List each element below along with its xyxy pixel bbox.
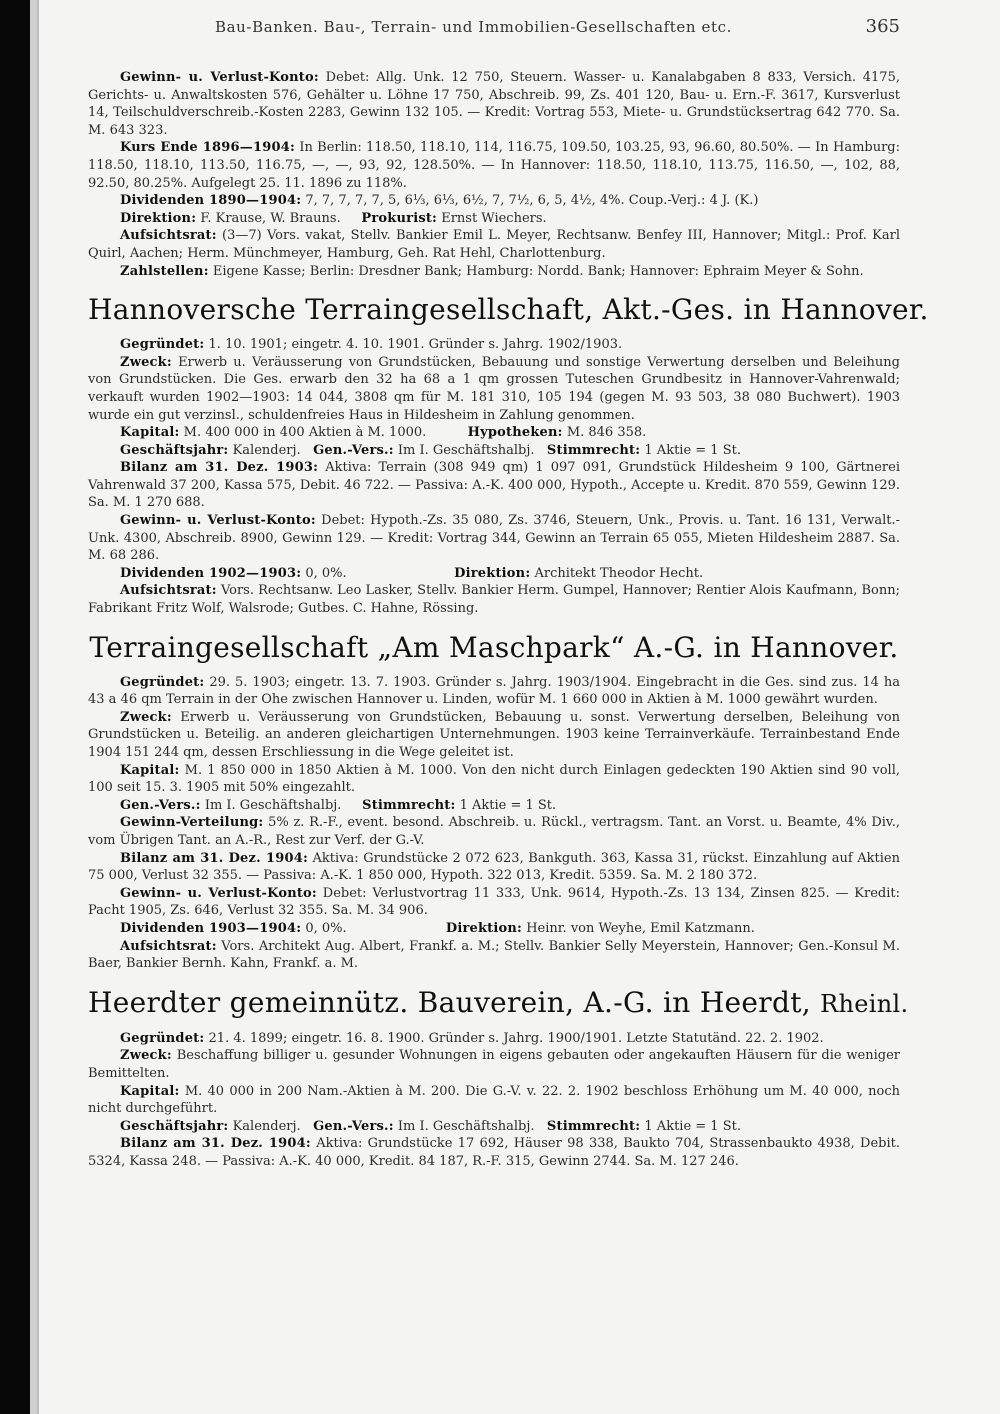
label: Gegründet: <box>120 337 205 353</box>
label: Direktion: <box>120 210 197 226</box>
text: 1 Aktie = 1 St. <box>459 797 557 813</box>
text: 0, 0%. <box>305 565 347 581</box>
text: Eigene Kasse; Berlin: Dresdner Bank; Hamburg: Nordd. Bank; Hannover: Ephraim Meyer & Sohn. <box>212 263 864 279</box>
gen-vers-paragraph <box>88 797 900 815</box>
text: Aktiva: Grundstücke 2 072 623, Bankguth. 363, Kassa 31, rückst. Einzahlung auf Aktien 75 000, Verlust 32 355. — Passiva: A.-K. 1 850 000, Hypoth. 322 013, Kredit. 5359. Sa. M. 2 180 372. <box>88 850 900 884</box>
page-content <box>88 69 929 1170</box>
text: 1. 10. 1901; eingetr. 4. 10. 1901. Gründer s. Jahrg. 1902/1903. <box>208 337 623 353</box>
label: Zahlstellen: <box>120 263 209 279</box>
page-number: 365 <box>865 16 900 37</box>
aufsichtsrat-paragraph <box>88 227 900 262</box>
label: Gewinn-Verteilung: <box>120 815 264 831</box>
geschaeftsjahr-paragraph <box>88 1118 900 1136</box>
company-title: Terraingesellschaft „Am Maschpark“ A.-G. in Hannover. <box>89 630 899 664</box>
gewinn-verteilung-paragraph <box>88 814 900 849</box>
zweck-paragraph <box>88 709 900 762</box>
text: M. 1 850 000 in 1850 Aktien à M. 1000. Von den nicht durch Einlagen gedeckten 190 Aktien sind 90 voll, 100 seit 15. 3. 1905 mit 50% eingezahlt. <box>88 762 900 796</box>
text: In Berlin: 118.50, 118.10, 114, 116.75, 109.50, 103.25, 93, 96.60, 80.50%. — In Hamburg: 118.50, 118.10, 113.50, 116.75, —, —, 93, 92, 128.50%. — In Hannover: 118.50, 118.10, 113.75, 116.50, —, 102, 88, 92.50, 80.25%. Aufgelegt 25. 11. 1896 zu 118%. <box>88 140 901 191</box>
gv-konto-paragraph <box>88 512 900 565</box>
label: Kapital: <box>120 1083 180 1099</box>
text: 1 Aktie = 1 St. <box>644 442 741 458</box>
text: Heinr. von Weyhe, Emil Katzmann. <box>526 920 755 936</box>
text: Vors. Architekt Aug. Albert, Frankf. a. M.; Stellv. Bankier Selly Meyerstein, Hannover; Gen.-Konsul M. Baer, Bankier Bernh. Kahn, Frankf. a. M. <box>88 938 900 972</box>
kapital-paragraph <box>88 762 900 797</box>
label: Dividenden 1902—1903: <box>120 565 302 581</box>
dividenden-paragraph <box>88 565 900 583</box>
label: Dividenden 1903—1904: <box>120 920 302 936</box>
label: Bilanz am 31. Dez. 1904: <box>120 1136 311 1152</box>
text: Im I. Geschäftshalbj. <box>397 442 535 458</box>
text: Kalenderj. <box>232 1118 301 1134</box>
text: Erwerb u. Veräusserung von Grundstücken, Bebauung und sonstige Verwertung derselben und Beleihung von Grundstücken. Die Ges. erwarb den 32 ha 68 a 1 qm grossen Tuteschen Grundbesitz in Hannover-Vahrenwald; verkauft wurden 1902—1903: 14 044, 3808 qm für M. 181 310, 105 194 (gegen M. 93 503, 38 080 Buchwert). 1903 wurde ein gut verzinsl., schuldenfreies Haus in Hildesheim in Zahlung genommen. <box>88 354 900 423</box>
text: Im I. Geschäftshalbj. <box>204 797 342 813</box>
label: Kurs Ende 1896—1904: <box>120 140 295 156</box>
text: Debet: Allg. Unk. 12 750, Steuern. Wasser- u. Kanalabgaben 8 833, Versich. 4175, Gerichts- u. Anwaltskosten 576, Gehälter u. Löhne 17 750, Abschreib. 99, Zs. 401 120, Bau- u. Ern.-F. 3617, Kursverlust 14, Teilschuldverschreib.-Kosten 2283, Gewinn 132 105. — Kredit: Vortrag 553, Miete- u. Grundstücksertrag 642 770. Sa. M. 643 323. <box>88 70 900 138</box>
text: Beschaffung billiger u. gesunder Wohnungen in eigens gebauten oder angekauften Häusern für die weniger Bemittelten. <box>88 1048 900 1081</box>
label: Aufsichtsrat: <box>120 938 217 954</box>
label: Kapital: <box>120 425 180 441</box>
zahlstellen-paragraph <box>88 263 900 281</box>
zweck-paragraph <box>88 354 900 424</box>
label: Zweck: <box>120 709 172 725</box>
label: Aufsichtsrat: <box>120 583 217 599</box>
gv-konto-paragraph <box>88 885 900 920</box>
label: Zweck: <box>120 1048 172 1064</box>
label: Aufsichtsrat: <box>120 228 217 244</box>
bilanz-paragraph <box>88 459 900 512</box>
label: Gen.-Vers.: <box>313 1118 394 1134</box>
aufsichtsrat-paragraph <box>88 938 900 973</box>
label: Stimmrecht: <box>546 442 641 458</box>
label: Gewinn- u. Verlust-Konto: <box>120 70 319 85</box>
text: 0, 0%. <box>305 920 347 936</box>
dividenden-paragraph <box>88 920 900 938</box>
label: Kapital: <box>120 762 180 778</box>
label: Stimmrecht: <box>362 797 456 813</box>
company-title-main: Heerdter gemeinnütz. Bauverein, A.-G. in Heerdt, <box>88 985 811 1019</box>
text: Debet: Verlustvortrag 11 333, Unk. 9614, Hypoth.-Zs. 13 134, Zinsen 825. — Kredit: Pacht 1905, Zs. 646, Verlust 32 355. Sa. M. 34 906. <box>88 885 900 919</box>
text: Erwerb u. Veräusserung von Grundstücken, Bebauung u. sonst. Verwertung derselben, Beleihung von Grundstücken u. Beteilig. an anderen gleichartigen Unternehmungen. 1903 keine Terrainverkäufe. Terrainbestand Ende 1904 151 244 qm, dessen Erschliessung in die Wege geleitet ist. <box>88 709 900 760</box>
text: 21. 4. 1899; eingetr. 16. 8. 1900. Gründer s. Jahrg. 1900/1901. Letzte Statutänd. 22. 2. 1902. <box>208 1030 824 1046</box>
aufsichtsrat-paragraph <box>88 582 900 617</box>
text: Aktiva: Terrain (308 949 qm) 1 097 091, Grundstück Hildesheim 9 100, Gärtnerei Vahrenwald 37 200, Kassa 575, Debit. 46 722. — Passiva: A.-K. 400 000, Hypoth., Accepte u. Kredit. 870 559, Gewinn 129. Sa. M. 1 270 688. <box>88 460 900 511</box>
label: Geschäftsjahr: <box>120 1118 229 1134</box>
text: Debet: Hypoth.-Zs. 35 080, Zs. 3746, Steuern, Unk., Provis. u. Tant. 16 131, Verwalt.-Unk. 4300, Abschreib. 8900, Gewinn 129. — Kredit: Vortrag 344, Gewinn an Terrain 65 055, Mieten Hildesheim 2887. Sa. M. 68 286. <box>88 513 900 564</box>
text: 5% z. R.-F., event. besond. Abschreib. u. Rückl., vertragsm. Tant. an Vorst. u. Beamte, 4% Div., vom Übrigen Tant. an A.-R., Rest zur Verf. der G.-V. <box>88 815 900 848</box>
label: Gewinn- u. Verlust-Konto: <box>120 885 317 901</box>
label: Gewinn- u. Verlust-Konto: <box>120 513 316 529</box>
label: Prokurist: <box>361 210 438 226</box>
label: Zweck: <box>120 354 172 370</box>
text: F. Krause, W. Brauns. <box>200 210 341 226</box>
text: M. 846 358. <box>566 425 647 441</box>
company-title-location: Rheinl. <box>820 989 909 1018</box>
direktion-paragraph <box>88 210 900 228</box>
label: Gen.-Vers.: <box>120 797 201 813</box>
label: Gegründet: <box>120 1030 205 1046</box>
text: Ernst Wiechers. <box>441 210 547 226</box>
label: Geschäftsjahr: <box>120 442 229 458</box>
kurs-paragraph <box>88 139 900 192</box>
gegruendet-paragraph <box>88 1030 900 1048</box>
kapital-paragraph <box>88 424 900 442</box>
bilanz-paragraph <box>88 850 900 885</box>
gegruendet-paragraph <box>88 336 900 354</box>
text: M. 40 000 in 200 Nam.-Aktien à M. 200. Die G.-V. v. 22. 2. 1902 beschloss Erhöhung um M. 40 000, noch nicht durchgeführt. <box>88 1083 900 1117</box>
binding-edge <box>30 0 37 1414</box>
text: Architekt Theodor Hecht. <box>534 565 704 581</box>
zweck-paragraph <box>88 1047 900 1082</box>
label: Hypotheken: <box>467 425 563 441</box>
label: Stimmrecht: <box>546 1118 641 1134</box>
text: Kalenderj. <box>232 442 301 458</box>
gv-konto-paragraph <box>88 69 900 139</box>
text: 29. 5. 1903; eingetr. 13. 7. 1903. Gründer s. Jahrg. 1903/1904. Eingebracht in die Ges. sind zus. 14 ha 43 a 46 qm Terrain in der Ohe zwischen Hannover u. Linden, wofür M. 1 660 000 in Aktien à M. 1000 gewährt wurden. <box>88 674 900 708</box>
label: Direktion: <box>445 920 523 936</box>
text: (3—7) Vors. vakat, Stellv. Bankier Emil L. Meyer, Rechtsanw. Benfey III, Hannover; Mitgl.: Prof. Karl Quirl, Aachen; Herm. Münchmeyer, Hamburg, Geh. Rat Hehl, Charlottenburg. <box>88 228 900 261</box>
company-title <box>88 985 909 1020</box>
label: Bilanz am 31. Dez. 1904: <box>120 850 308 866</box>
text: M. 400 000 in 400 Aktien à M. 1000. <box>183 425 427 441</box>
label: Gen.-Vers.: <box>313 442 394 458</box>
running-head: Bau-Banken. Bau-, Terrain- und Immobilien-Gesellschaften etc. <box>215 18 732 36</box>
page-edge-shadow <box>37 0 39 1414</box>
text: 1 Aktie = 1 St. <box>644 1118 741 1134</box>
kapital-paragraph <box>88 1083 900 1118</box>
dividenden-paragraph <box>88 192 900 210</box>
gegruendet-paragraph <box>88 674 900 709</box>
text: Aktiva: Grundstücke 17 692, Häuser 98 338, Baukto 704, Strassenbaukto 4938, Debit. 5324, Kassa 248. — Passiva: A.-K. 40 000, Kredit. 84 187, R.-F. 315, Gewinn 2744. Sa. M. 127 246. <box>88 1136 900 1169</box>
company-title: Hannoversche Terraingesellschaft, Akt.-Ges. in Hannover. <box>88 293 929 327</box>
bilanz-paragraph <box>88 1135 900 1170</box>
geschaeftsjahr-paragraph <box>88 442 900 460</box>
text: Vors. Rechtsanw. Leo Lasker, Stellv. Bankier Herm. Gumpel, Hannover; Rentier Alois Kaufmann, Bonn; Fabrikant Fritz Wolf, Walsrode; Gutbes. C. Hahne, Rössing. <box>88 583 900 617</box>
label: Direktion: <box>454 565 531 581</box>
label: Gegründet: <box>120 674 205 690</box>
label: Dividenden 1890—1904: <box>120 193 302 209</box>
text: Im I. Geschäftshalbj. <box>397 1118 535 1134</box>
text: 7, 7, 7, 7, 7, 5, 6⅓, 6⅓, 6½, 7, 7½, 6, 5, 4½, 4%. Coup.-Verj.: 4 J. (K.) <box>305 193 759 209</box>
label: Bilanz am 31. Dez. 1903: <box>120 460 319 476</box>
